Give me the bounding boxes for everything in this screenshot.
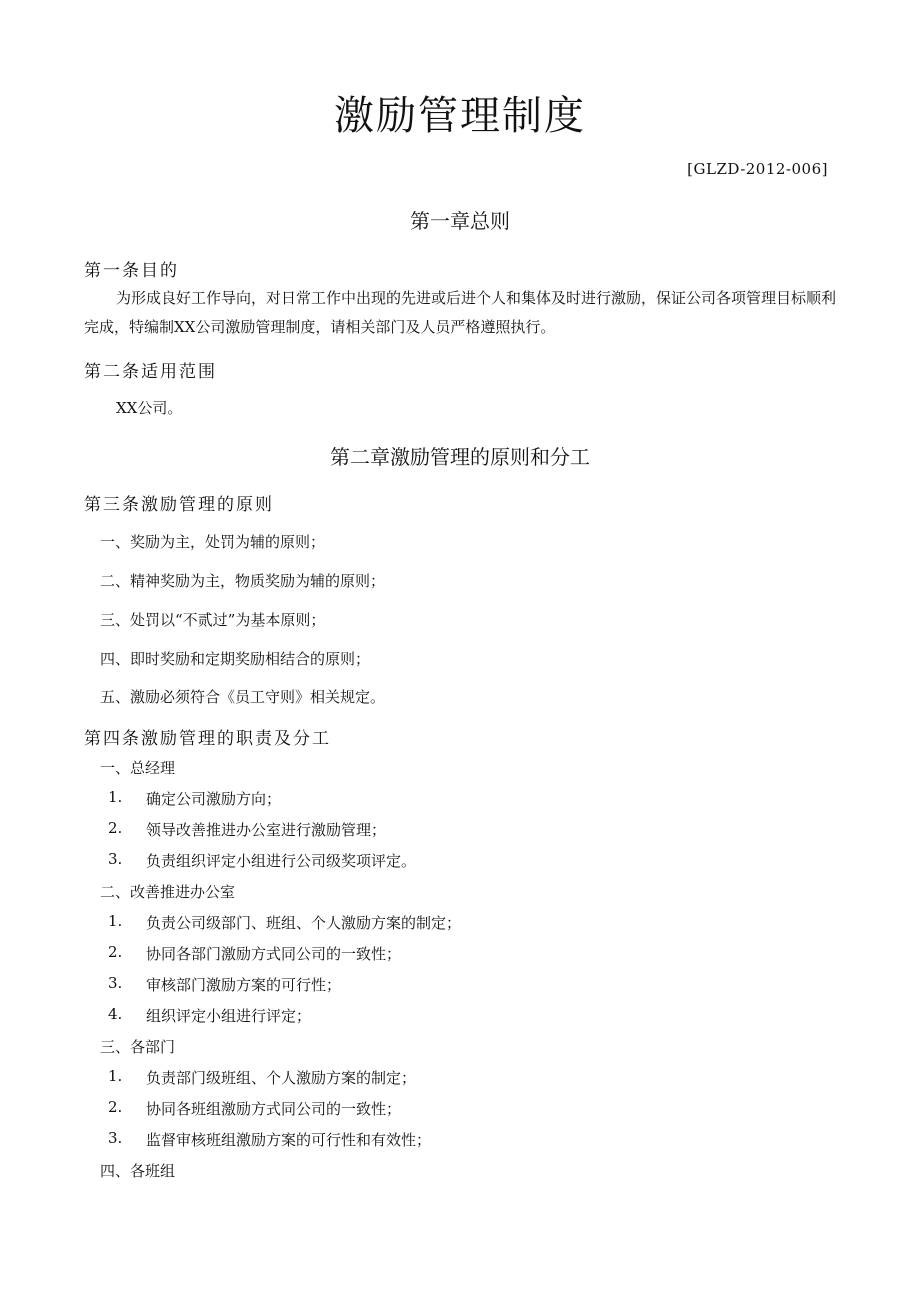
article-1-text: 为形成良好工作导向，对日常工作中出现的先进或后进个人和集体及时进行激励，保证公司各项管理目标顺利完成，特编制XX公司激励管理制度，请相关部门及人员严格遵照执行。 <box>84 289 837 336</box>
list-text: 协同各班组激励方式同公司的一致性； <box>146 1100 402 1118</box>
section-heading-teams: 四、各班组 <box>100 1162 176 1180</box>
list-number: 1. <box>108 1067 123 1085</box>
list-text: 负责组织评定小组进行公司级奖项评定。 <box>146 852 417 870</box>
principle-item: 一、奖励为主，处罚为辅的原则； <box>100 533 326 551</box>
list-text: 领导改善推进办公室进行激励管理； <box>146 821 387 839</box>
section-heading-depts: 三、各部门 <box>100 1038 176 1056</box>
article-3-title: 第三条激励管理的原则 <box>84 495 274 515</box>
article-1-title: 第一条目的 <box>84 261 179 281</box>
principle-item: 三、处罚以“不贰过”为基本原则； <box>100 611 326 629</box>
principle-item: 四、即时奖励和定期奖励相结合的原则； <box>100 650 371 668</box>
article-2-title: 第二条适用范围 <box>84 362 217 382</box>
list-text: 确定公司激励方向； <box>146 790 282 808</box>
list-number: 3. <box>108 1129 123 1147</box>
list-text: 组织评定小组进行评定； <box>146 1007 312 1025</box>
list-text: 监督审核班组激励方案的可行性和有效性； <box>146 1131 432 1149</box>
section-heading-office: 二、改善推进办公室 <box>100 883 236 901</box>
list-number: 1. <box>108 788 123 806</box>
section-heading-gm: 一、总经理 <box>100 759 176 777</box>
article-2-text: XX公司。 <box>116 399 183 417</box>
list-text: 负责部门级班组、个人激励方案的制定； <box>146 1069 417 1087</box>
chapter-2-heading: 第二章激励管理的原则和分工 <box>330 445 590 469</box>
chapter-1-heading: 第一章总则 <box>410 209 510 233</box>
list-number: 3. <box>108 850 123 868</box>
list-text: 审核部门激励方案的可行性； <box>146 976 342 994</box>
list-number: 2. <box>108 1098 123 1116</box>
list-number: 4. <box>108 1005 123 1023</box>
principle-item: 五、激励必须符合《员工守则》相关规定。 <box>100 688 386 706</box>
document-code: [GLZD-2012-006] <box>687 160 828 178</box>
list-number: 3. <box>108 974 123 992</box>
list-number: 1. <box>108 912 123 930</box>
list-number: 2. <box>108 819 123 837</box>
list-number: 2. <box>108 943 123 961</box>
document-title: 激励管理制度 <box>334 93 586 139</box>
list-text: 负责公司级部门、班组、个人激励方案的制定； <box>146 914 462 932</box>
list-text: 协同各部门激励方式同公司的一致性； <box>146 945 402 963</box>
principle-item: 二、精神奖励为主，物质奖励为辅的原则； <box>100 572 386 590</box>
article-4-title: 第四条激励管理的职责及分工 <box>84 729 331 749</box>
